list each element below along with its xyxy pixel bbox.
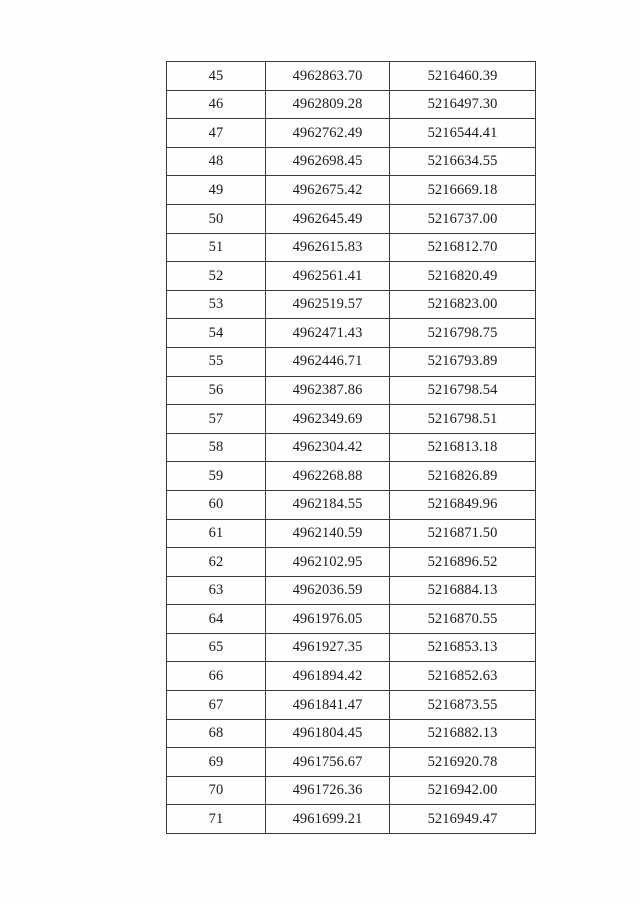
x-coordinate-cell: 4962809.28 bbox=[266, 90, 390, 119]
x-coordinate-cell: 4961699.21 bbox=[266, 805, 390, 834]
y-coordinate-cell: 5216882.13 bbox=[390, 719, 536, 748]
y-coordinate-cell: 5216497.30 bbox=[390, 90, 536, 119]
point-number-cell: 65 bbox=[167, 633, 266, 662]
y-coordinate-cell: 5216798.54 bbox=[390, 376, 536, 405]
y-coordinate-cell: 5216870.55 bbox=[390, 605, 536, 634]
table-row bbox=[167, 519, 536, 548]
x-coordinate-cell: 4962184.55 bbox=[266, 490, 390, 519]
x-coordinate-cell: 4962519.57 bbox=[266, 290, 390, 319]
table-row bbox=[167, 662, 536, 691]
table-row bbox=[167, 548, 536, 577]
x-coordinate-cell: 4962304.42 bbox=[266, 433, 390, 462]
point-number-cell: 59 bbox=[167, 462, 266, 491]
x-coordinate-cell: 4961726.36 bbox=[266, 776, 390, 805]
point-number-cell: 62 bbox=[167, 548, 266, 577]
table-row bbox=[167, 233, 536, 262]
point-number-cell: 57 bbox=[167, 405, 266, 434]
x-coordinate-cell: 4962762.49 bbox=[266, 119, 390, 148]
table-row bbox=[167, 376, 536, 405]
y-coordinate-cell: 5216949.47 bbox=[390, 805, 536, 834]
table-row bbox=[167, 490, 536, 519]
coordinate-table bbox=[166, 61, 536, 834]
y-coordinate-cell: 5216849.96 bbox=[390, 490, 536, 519]
table-row bbox=[167, 719, 536, 748]
x-coordinate-cell: 4962140.59 bbox=[266, 519, 390, 548]
table-row bbox=[167, 62, 536, 91]
table-row bbox=[167, 633, 536, 662]
y-coordinate-cell: 5216634.55 bbox=[390, 147, 536, 176]
x-coordinate-cell: 4962561.41 bbox=[266, 262, 390, 291]
point-number-cell: 58 bbox=[167, 433, 266, 462]
y-coordinate-cell: 5216812.70 bbox=[390, 233, 536, 262]
point-number-cell: 53 bbox=[167, 290, 266, 319]
y-coordinate-cell: 5216826.89 bbox=[390, 462, 536, 491]
point-number-cell: 47 bbox=[167, 119, 266, 148]
x-coordinate-cell: 4962387.86 bbox=[266, 376, 390, 405]
table-row bbox=[167, 262, 536, 291]
point-number-cell: 48 bbox=[167, 147, 266, 176]
point-number-cell: 60 bbox=[167, 490, 266, 519]
table-row bbox=[167, 776, 536, 805]
point-number-cell: 46 bbox=[167, 90, 266, 119]
y-coordinate-cell: 5216544.41 bbox=[390, 119, 536, 148]
y-coordinate-cell: 5216884.13 bbox=[390, 576, 536, 605]
table-row bbox=[167, 90, 536, 119]
table-row bbox=[167, 290, 536, 319]
point-number-cell: 63 bbox=[167, 576, 266, 605]
table-row bbox=[167, 347, 536, 376]
point-number-cell: 69 bbox=[167, 748, 266, 777]
y-coordinate-cell: 5216460.39 bbox=[390, 62, 536, 91]
table-row bbox=[167, 405, 536, 434]
point-number-cell: 66 bbox=[167, 662, 266, 691]
table-row bbox=[167, 119, 536, 148]
x-coordinate-cell: 4962446.71 bbox=[266, 347, 390, 376]
table-row bbox=[167, 748, 536, 777]
point-number-cell: 52 bbox=[167, 262, 266, 291]
y-coordinate-cell: 5216737.00 bbox=[390, 204, 536, 233]
y-coordinate-cell: 5216920.78 bbox=[390, 748, 536, 777]
y-coordinate-cell: 5216853.13 bbox=[390, 633, 536, 662]
x-coordinate-cell: 4961804.45 bbox=[266, 719, 390, 748]
x-coordinate-cell: 4962102.95 bbox=[266, 548, 390, 577]
x-coordinate-cell: 4962036.59 bbox=[266, 576, 390, 605]
table-row bbox=[167, 805, 536, 834]
point-number-cell: 68 bbox=[167, 719, 266, 748]
y-coordinate-cell: 5216820.49 bbox=[390, 262, 536, 291]
point-number-cell: 54 bbox=[167, 319, 266, 348]
point-number-cell: 56 bbox=[167, 376, 266, 405]
table-row bbox=[167, 147, 536, 176]
y-coordinate-cell: 5216942.00 bbox=[390, 776, 536, 805]
table-row bbox=[167, 691, 536, 720]
x-coordinate-cell: 4961841.47 bbox=[266, 691, 390, 720]
y-coordinate-cell: 5216852.63 bbox=[390, 662, 536, 691]
point-number-cell: 49 bbox=[167, 176, 266, 205]
point-number-cell: 61 bbox=[167, 519, 266, 548]
y-coordinate-cell: 5216793.89 bbox=[390, 347, 536, 376]
y-coordinate-cell: 5216896.52 bbox=[390, 548, 536, 577]
point-number-cell: 55 bbox=[167, 347, 266, 376]
y-coordinate-cell: 5216669.18 bbox=[390, 176, 536, 205]
x-coordinate-cell: 4962698.45 bbox=[266, 147, 390, 176]
coordinate-table-body bbox=[167, 62, 536, 834]
point-number-cell: 70 bbox=[167, 776, 266, 805]
x-coordinate-cell: 4961894.42 bbox=[266, 662, 390, 691]
x-coordinate-cell: 4962471.43 bbox=[266, 319, 390, 348]
table-row bbox=[167, 319, 536, 348]
table-row bbox=[167, 204, 536, 233]
y-coordinate-cell: 5216798.75 bbox=[390, 319, 536, 348]
table-row bbox=[167, 433, 536, 462]
y-coordinate-cell: 5216798.51 bbox=[390, 405, 536, 434]
x-coordinate-cell: 4962675.42 bbox=[266, 176, 390, 205]
point-number-cell: 50 bbox=[167, 204, 266, 233]
point-number-cell: 64 bbox=[167, 605, 266, 634]
x-coordinate-cell: 4962645.49 bbox=[266, 204, 390, 233]
table-row bbox=[167, 605, 536, 634]
y-coordinate-cell: 5216823.00 bbox=[390, 290, 536, 319]
y-coordinate-cell: 5216873.55 bbox=[390, 691, 536, 720]
x-coordinate-cell: 4962268.88 bbox=[266, 462, 390, 491]
point-number-cell: 71 bbox=[167, 805, 266, 834]
y-coordinate-cell: 5216871.50 bbox=[390, 519, 536, 548]
x-coordinate-cell: 4962863.70 bbox=[266, 62, 390, 91]
table-row bbox=[167, 576, 536, 605]
y-coordinate-cell: 5216813.18 bbox=[390, 433, 536, 462]
point-number-cell: 67 bbox=[167, 691, 266, 720]
x-coordinate-cell: 4961756.67 bbox=[266, 748, 390, 777]
x-coordinate-cell: 4961927.35 bbox=[266, 633, 390, 662]
x-coordinate-cell: 4962349.69 bbox=[266, 405, 390, 434]
x-coordinate-cell: 4962615.83 bbox=[266, 233, 390, 262]
point-number-cell: 45 bbox=[167, 62, 266, 91]
table-row bbox=[167, 462, 536, 491]
table-row bbox=[167, 176, 536, 205]
x-coordinate-cell: 4961976.05 bbox=[266, 605, 390, 634]
point-number-cell: 51 bbox=[167, 233, 266, 262]
